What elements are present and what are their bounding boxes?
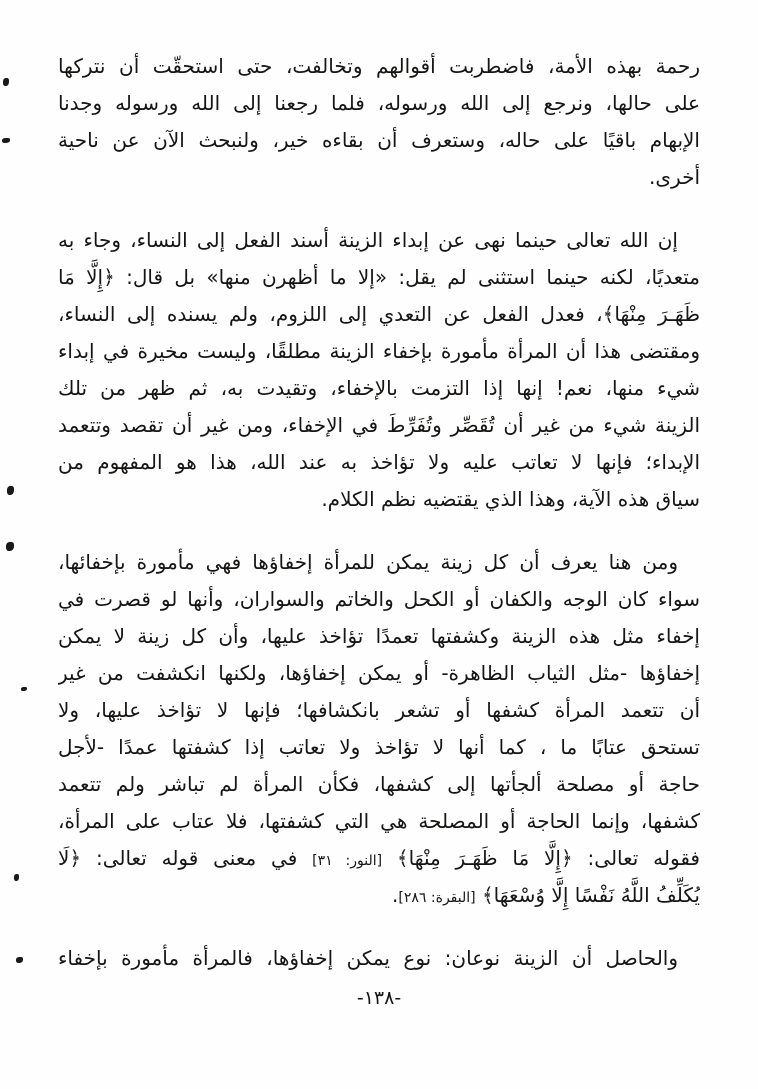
text-segment: ، فعدل الفعل عن التعدي إلى اللزوم، ولم يسنده إلى النساء، bbox=[58, 302, 603, 326]
text-line bbox=[58, 581, 700, 618]
text-segment: أخرى. bbox=[649, 165, 700, 189]
verse-reference: [البقرة: ٢٨٦] bbox=[398, 890, 476, 906]
text-segment: في معنى قوله تعالى: bbox=[81, 846, 313, 870]
text-segment: إخفاؤها -مثل الثياب الظاهرة- أو يمكن إخفاؤها، ولكنها انكشفت من غير bbox=[58, 661, 700, 685]
page-number: -١٣٨- bbox=[356, 987, 402, 1009]
text-segment: الزينة شيء من غير أن تُقَصِّر وتُفَرِّطَ في الإخفاء، ومن غير أن تقصد وتتعمد bbox=[58, 413, 700, 437]
text-segment: أن تتعمد المرأة كشفها أو تشعر بانكشافها؛ فإنها لا تؤاخذ عليها، ولا bbox=[58, 698, 700, 722]
text-line bbox=[58, 766, 700, 803]
text-line bbox=[58, 296, 700, 333]
paragraph bbox=[58, 940, 700, 977]
text-segment: إن الله تعالى حينما نهى عن إبداء الزينة أسند الفعل إلى النساء، وجاء به bbox=[58, 228, 678, 252]
ink-speck bbox=[16, 957, 23, 963]
text-segment: متعديًا، لكنه حينما استثنى لم يقل: «إلا ما أظهرن منها» بل قال: bbox=[114, 265, 700, 289]
text-segment: رحمة بهذه الأمة، فاضطربت أقوالهم وتخالفت، حتى استحقّت أن نتركها bbox=[58, 54, 700, 78]
text-line bbox=[58, 48, 700, 85]
quran-verse: ظَهَـرَ مِنْهَا﴾ bbox=[602, 302, 700, 326]
text-segment: الإبهام باقيًا على حاله، وستعرف أن بقاءه خير، ولنبحث الآن عن ناحية bbox=[58, 128, 700, 152]
text-line bbox=[58, 259, 700, 296]
text-line bbox=[58, 370, 700, 407]
text-line bbox=[58, 333, 700, 370]
text-segment: تستحق عتابًا ما ، كما أنها لا تؤاخذ ولا تعاتب إذا كشفتها عمدًا -لأجل bbox=[58, 735, 700, 759]
text-segment: على حالها، ونرجع إلى الله ورسوله، فلما رجعنا إلى الله ورسوله وجدنا bbox=[58, 91, 700, 115]
paragraph bbox=[58, 48, 700, 196]
text-segment: ومن هنا يعرف أن كل زينة يمكن للمرأة إخفاؤها فهي مأمورة بإخفائها، bbox=[58, 550, 678, 574]
quran-verse: يُكَلِّفُ اللَّهُ نَفْسًا إِلَّا وُسْعَهَا﴾ bbox=[481, 883, 700, 907]
text-line bbox=[58, 122, 700, 159]
text-segment: حاجة أو مصلحة ألجأتها إلى كشفها، فكأن المرأة لم تباشر ولم تتعمد bbox=[58, 772, 700, 796]
ink-speck bbox=[2, 138, 10, 143]
text-line bbox=[58, 803, 700, 840]
ink-speck bbox=[21, 687, 27, 691]
text-segment: ومقتضى هذا أن المرأة مأمورة بإخفاء الزينة مطلقًا، وليست مخيرة في إبداء bbox=[58, 339, 700, 363]
text-segment: فقوله تعالى: bbox=[572, 846, 700, 870]
text-line bbox=[58, 544, 700, 581]
quran-verse: ﴿إِلَّا مَا ظَهَـرَ مِنْهَا﴾ bbox=[396, 846, 573, 870]
text-segment bbox=[382, 846, 397, 870]
paragraph bbox=[58, 222, 700, 518]
ink-speck bbox=[7, 486, 14, 495]
text-segment: إخفاء مثل هذه الزينة وكشفتها تعمدًا تؤاخذ عليها، وأن كل زينة لا يمكن bbox=[58, 624, 700, 648]
text-line bbox=[58, 840, 700, 877]
text-line bbox=[58, 729, 700, 766]
text-line bbox=[58, 407, 700, 444]
text-segment: كشفها، وإنما الحاجة أو المصلحة هي التي كشفتها، فلا عتاب على المرأة، bbox=[58, 809, 700, 833]
text-segment: . bbox=[392, 883, 399, 907]
text-line bbox=[58, 877, 700, 914]
text-segment: شيء منها، نعم! إنها إذا التزمت بالإخفاء، وتقيدت به، ثم ظهر من تلك bbox=[58, 376, 700, 400]
page-text bbox=[58, 48, 700, 977]
paragraph bbox=[58, 544, 700, 914]
text-line bbox=[58, 481, 700, 518]
ink-speck bbox=[6, 542, 14, 551]
text-segment: سواء كان الوجه والكفان أو الكحل والخاتم والسواران، وأنها لو قصرت في bbox=[58, 587, 700, 611]
text-segment: والحاصل أن الزينة نوعان: نوع يمكن إخفاؤها، فالمرأة مأمورة بإخفاء bbox=[58, 946, 678, 970]
quran-verse: ﴿إِلَّا مَا bbox=[58, 265, 115, 289]
text-segment: الإبداء؛ فإنها لا تعاتب عليه ولا تؤاخذ به عند الله، هذا هو المفهوم من bbox=[58, 450, 700, 474]
text-line bbox=[58, 159, 700, 196]
text-line bbox=[58, 618, 700, 655]
text-line bbox=[58, 222, 700, 259]
verse-reference: [النور: ٣١] bbox=[312, 853, 383, 869]
text-line bbox=[58, 940, 700, 977]
ink-speck bbox=[3, 78, 9, 86]
ink-speck bbox=[14, 874, 19, 881]
text-segment: سياق هذه الآية، وهذا الذي يقتضيه نظم الكلام. bbox=[321, 487, 700, 511]
text-line bbox=[58, 655, 700, 692]
text-line bbox=[58, 85, 700, 122]
text-line bbox=[58, 692, 700, 729]
quran-verse: ﴿لَا bbox=[58, 846, 82, 870]
text-line bbox=[58, 444, 700, 481]
